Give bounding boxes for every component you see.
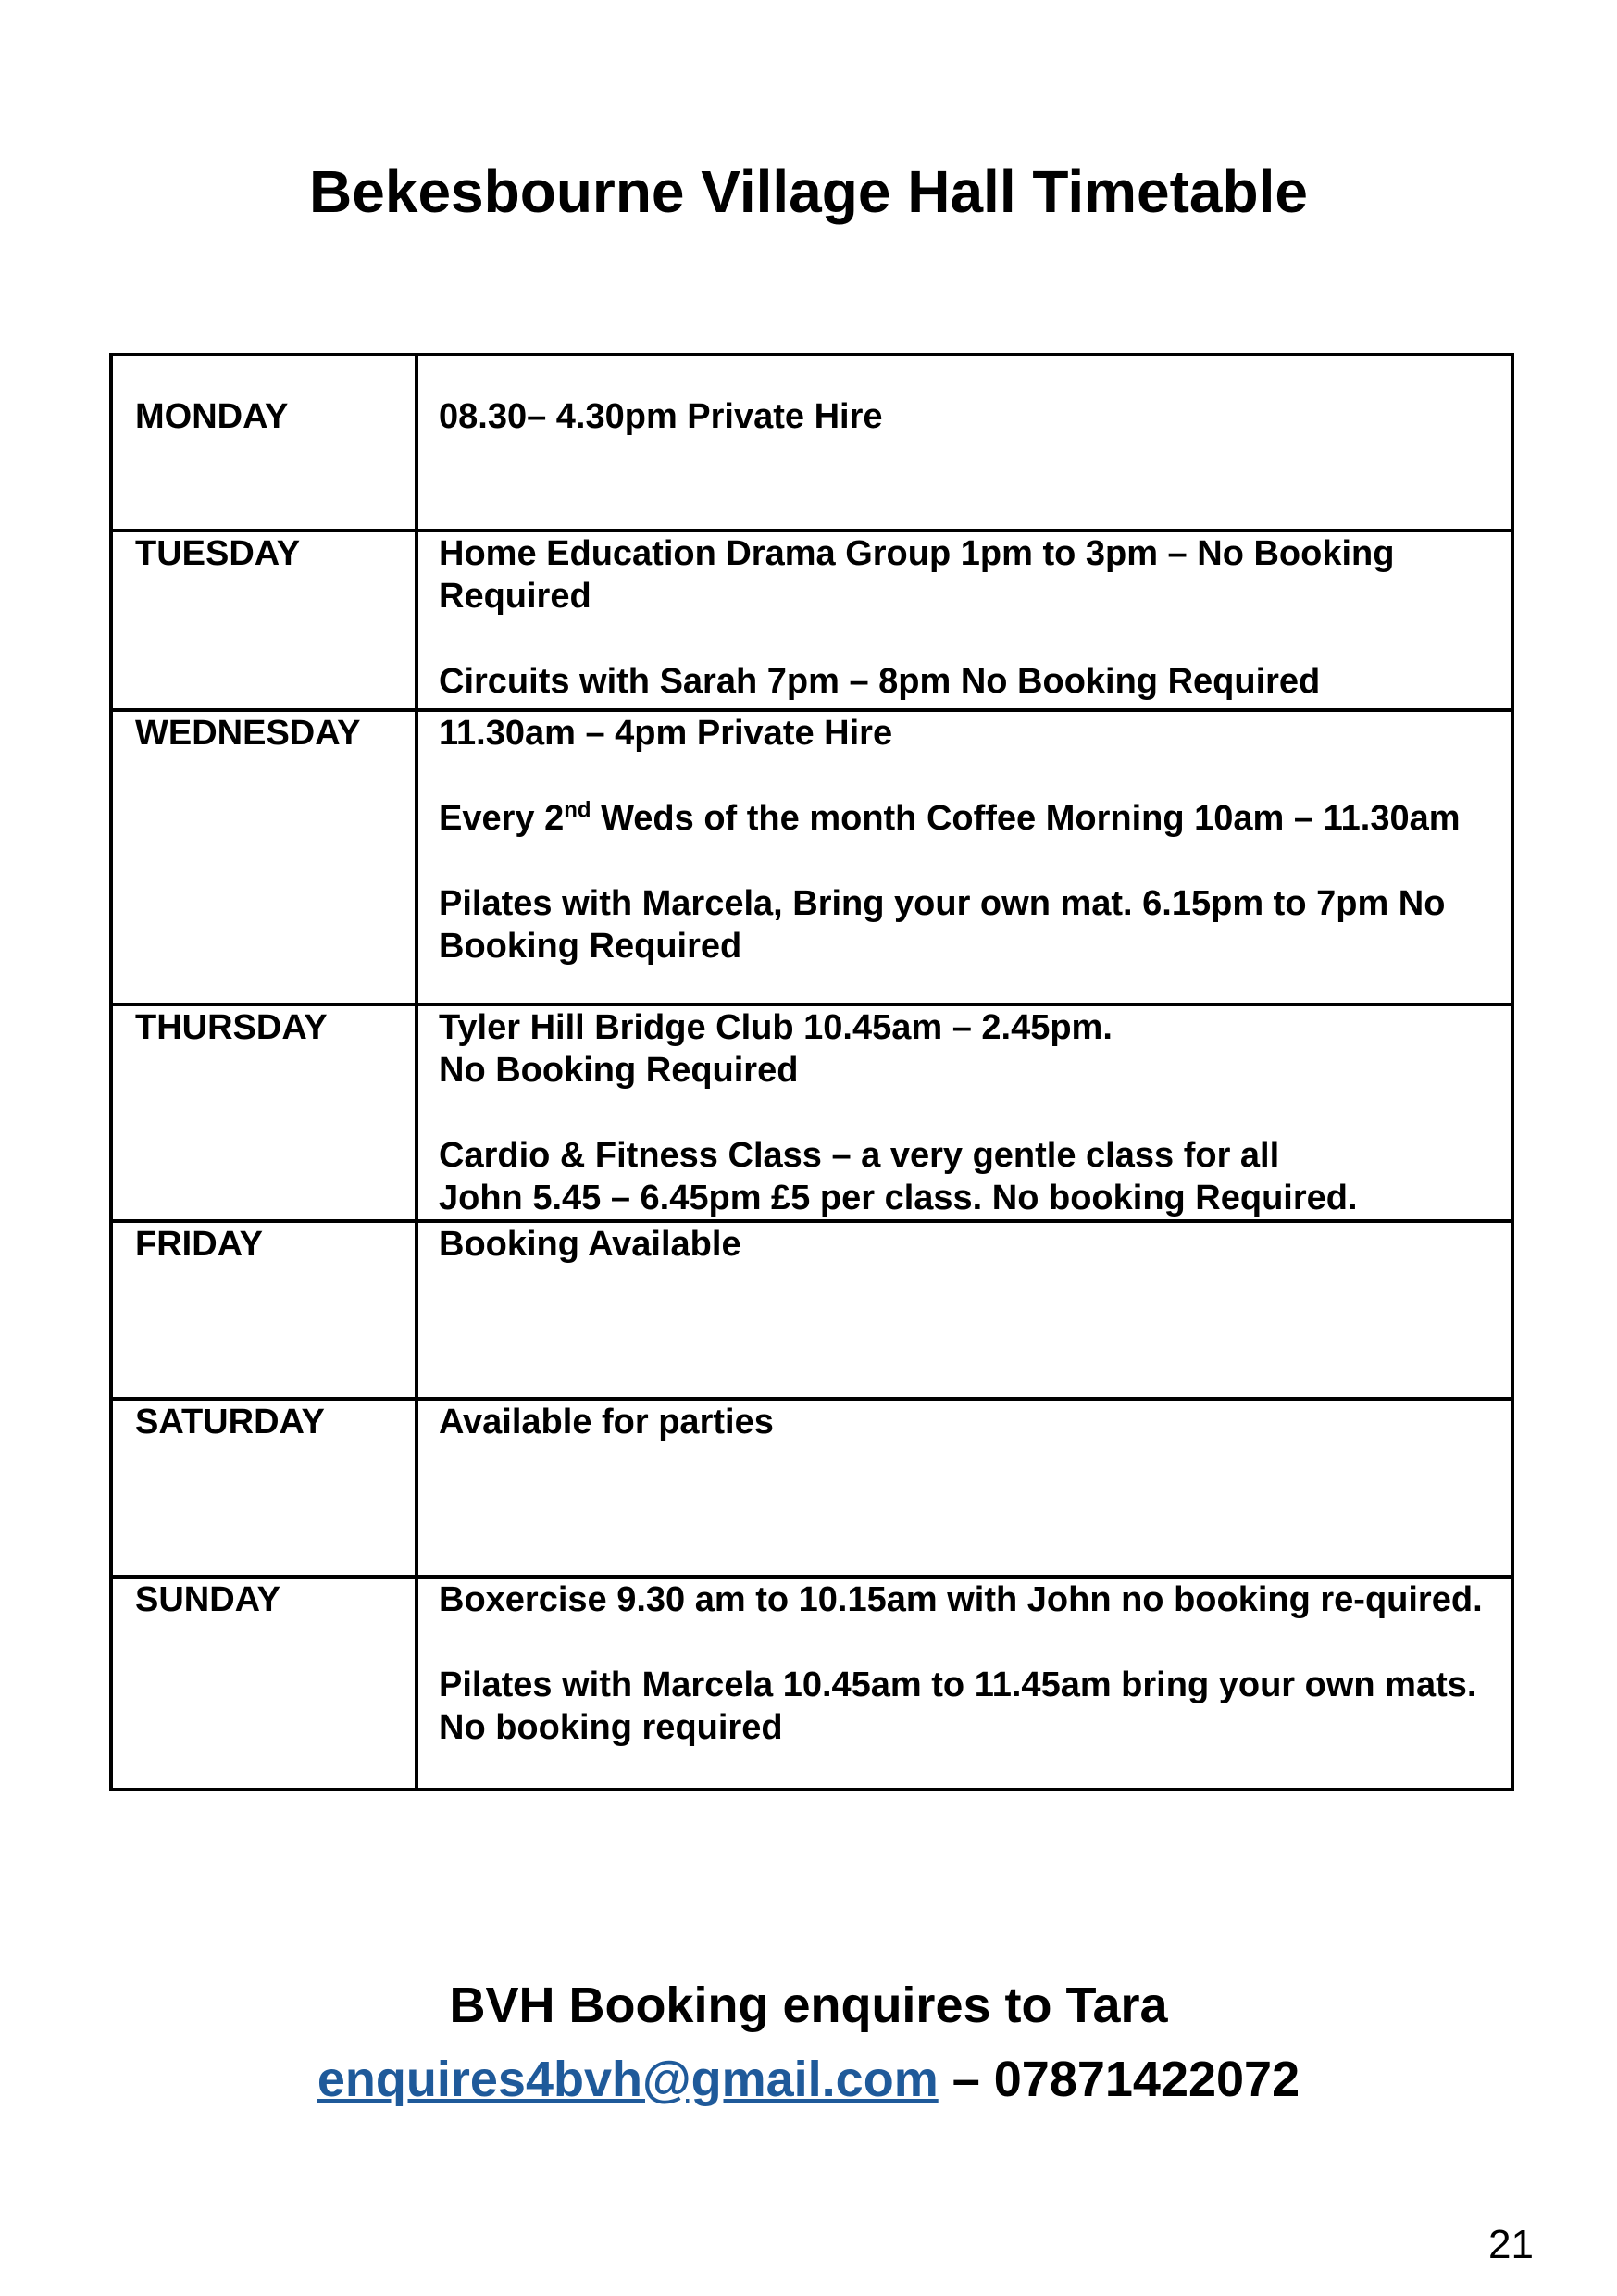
schedule-entry: 11.30am – 4pm Private Hire: [439, 714, 893, 753]
schedule-entry: 08.30– 4.30pm Private Hire: [439, 397, 883, 436]
page-title: Bekesbourne Village Hall Timetable: [309, 158, 1308, 225]
day-label: TUESDAY: [111, 530, 417, 710]
entry-line: No Booking Required: [439, 1051, 799, 1090]
schedule-cell: [417, 710, 1512, 1004]
booking-contact: [0, 1968, 1617, 2116]
schedule-cell: [417, 1577, 1512, 1790]
schedule-entry: Available for parties: [439, 1403, 774, 1441]
email-link[interactable]: enquires4bvh@gmail.com: [317, 2052, 939, 2107]
schedule-entry: Home Education Drama Group 1pm to 3pm – No Booking Required: [439, 534, 1395, 616]
timetable-row-monday: [111, 355, 1512, 530]
schedule-entry: Circuits with Sarah 7pm – 8pm No Booking Required: [439, 662, 1321, 701]
schedule-cell: [417, 1004, 1512, 1221]
timetable-row-thursday: [111, 1004, 1512, 1221]
schedule-entry: [439, 1006, 1492, 1092]
schedule-entry: [439, 1134, 1492, 1219]
schedule-cell: [417, 530, 1512, 710]
schedule-cell: [417, 1221, 1512, 1399]
schedule-entry: Pilates with Marcela 10.45am to 11.45am bring your own mats. No booking required: [439, 1666, 1477, 1747]
schedule-entry: [439, 797, 1492, 840]
contact-separator: –: [938, 2052, 994, 2107]
schedule-cell: [417, 1399, 1512, 1577]
contact-heading: BVH Booking enquires to Tara: [449, 1978, 1168, 2033]
schedule-entry: Pilates with Marcela, Bring your own mat. 6.15pm to 7pm No Booking Required: [439, 884, 1446, 966]
schedule-cell: [417, 355, 1512, 530]
timetable-row-wednesday: [111, 710, 1512, 1004]
ordinal-suffix: nd: [564, 797, 591, 823]
timetable-row-friday: [111, 1221, 1512, 1399]
day-label: THURSDAY: [111, 1004, 417, 1221]
entry-line: Tyler Hill Bridge Club 10.45am – 2.45pm.: [439, 1008, 1113, 1047]
timetable-row-sunday: [111, 1577, 1512, 1790]
schedule-entry: Boxercise 9.30 am to 10.15am with John no booking re-quired.: [439, 1580, 1483, 1619]
entry-line: John 5.45 – 6.45pm £5 per class. No booking Required.: [439, 1179, 1358, 1217]
entry-text: Weds of the month Coffee Morning 10am – 11.30am: [591, 799, 1461, 838]
timetable-row-tuesday: [111, 530, 1512, 710]
day-label: SATURDAY: [111, 1399, 417, 1577]
schedule-entry: Booking Available: [439, 1225, 741, 1264]
day-label: SUNDAY: [111, 1577, 417, 1790]
entry-text: Every 2: [439, 799, 565, 838]
page-number: 21: [1488, 2222, 1534, 2267]
entry-line: Cardio & Fitness Class – a very gentle class for all: [439, 1136, 1280, 1175]
day-label: WEDNESDAY: [111, 710, 417, 1004]
phone-number: 07871422072: [993, 2052, 1300, 2107]
contact-details: [0, 2042, 1617, 2116]
timetable-row-saturday: [111, 1399, 1512, 1577]
timetable: [109, 353, 1514, 1791]
day-label: MONDAY: [111, 355, 417, 530]
day-label: FRIDAY: [111, 1221, 417, 1399]
